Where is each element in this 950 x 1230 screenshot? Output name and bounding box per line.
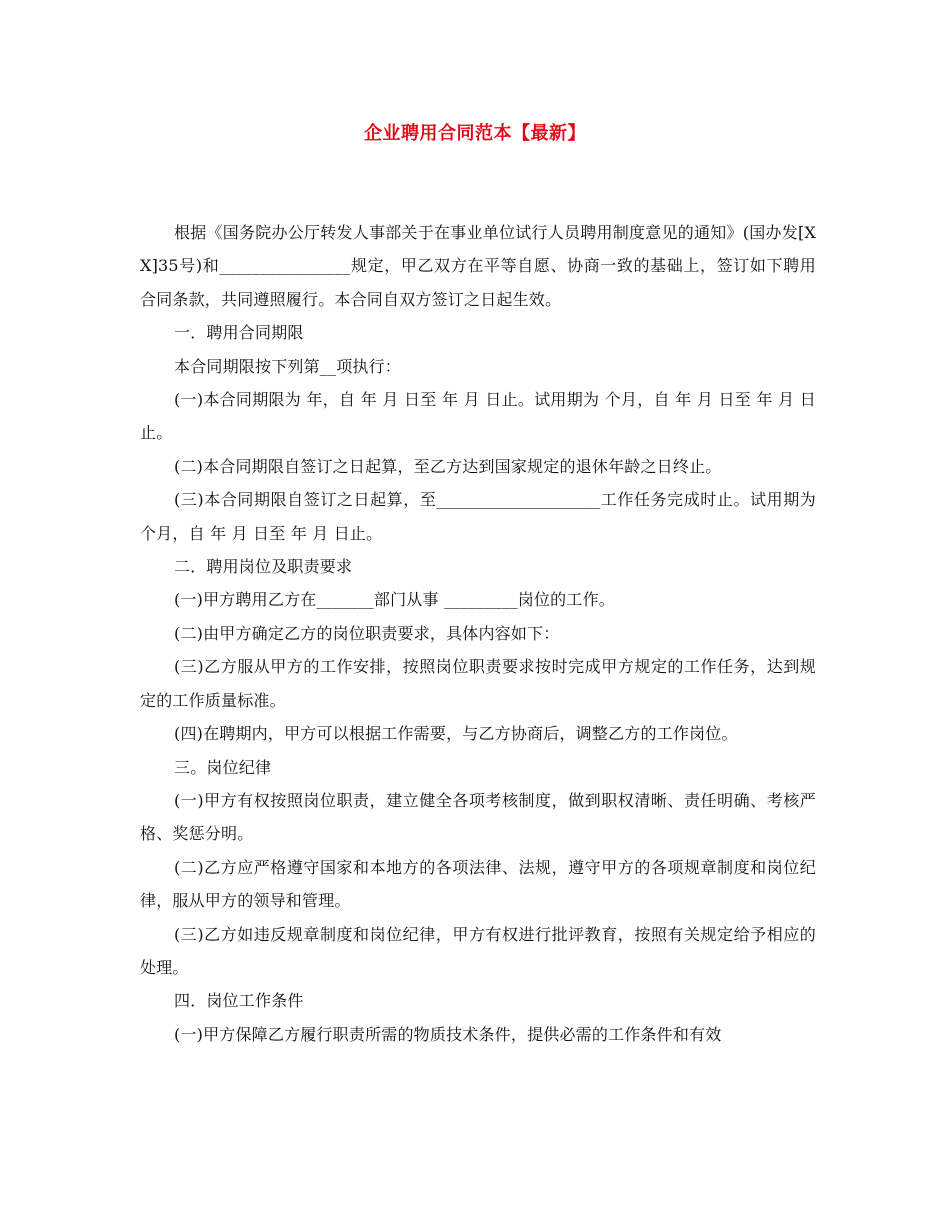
section-heading-term: 一．聘用合同期限	[174, 323, 304, 343]
paragraph: (一)甲方保障乙方履行职责所需的物质技术条件，提供必需的工作条件和有效	[174, 1024, 722, 1044]
paragraph-preamble: 根据《国务院办公厅转发人事部关于在事业单位试行人员聘用制度意见的通知》(国办发[XX]35号)和________________规定，甲乙双方在平等自愿、协商一致的基础上，签订如下聘用合同条款，共同遵照履行。本合同自双方签订之日起生效。	[140, 223, 816, 309]
paragraph: 本合同期限按下列第__项执行：	[174, 356, 402, 376]
section-heading-discipline: 三。岗位纪律	[174, 757, 272, 777]
paragraph: (一)甲方有权按照岗位职责，建立健全各项考核制度，做到职权清晰、责任明确、考核严格、奖惩分明。	[140, 790, 816, 844]
paragraph: (三)本合同期限自签订之日起算，至____________________工作任务完成时止。试用期为 个月，自 年 月 日至 年 月 日止。	[140, 490, 816, 543]
paragraph: (四)在聘期内，甲方可以根据工作需要，与乙方协商后，调整乙方的工作岗位。	[174, 724, 738, 744]
paragraph: (三)乙方服从甲方的工作安排，按照岗位职责要求按时完成甲方规定的工作任务，达到规定的工作质量标准。	[140, 657, 816, 710]
paragraph: (一)本合同期限为 年，自 年 月 日至 年 月 日止。试用期为 个月，自 年 月 日至 年 月 日止。	[140, 390, 816, 443]
paragraph: (二)本合同期限自签订之日起算，至乙方达到国家规定的退休年龄之日终止。	[174, 456, 722, 476]
section-heading-position: 二．聘用岗位及职责要求	[174, 557, 353, 577]
section-heading-conditions: 四．岗位工作条件	[174, 991, 304, 1011]
paragraph: (一)甲方聘用乙方在_______部门从事 _________岗位的工作。	[174, 590, 615, 610]
document-body	[140, 216, 816, 1051]
paragraph: (二)乙方应严格遵守国家和本地方的各项法律、法规，遵守甲方的各项规章制度和岗位纪律，服从甲方的领导和管理。	[140, 857, 816, 911]
paragraph: (三)乙方如违反规章制度和岗位纪律，甲方有权进行批评教育，按照有关规定给予相应的处理。	[140, 924, 816, 977]
document-title: 企业聘用合同范本【最新】	[364, 123, 586, 144]
paragraph: (二)由甲方确定乙方的岗位职责要求，具体内容如下：	[174, 623, 560, 643]
